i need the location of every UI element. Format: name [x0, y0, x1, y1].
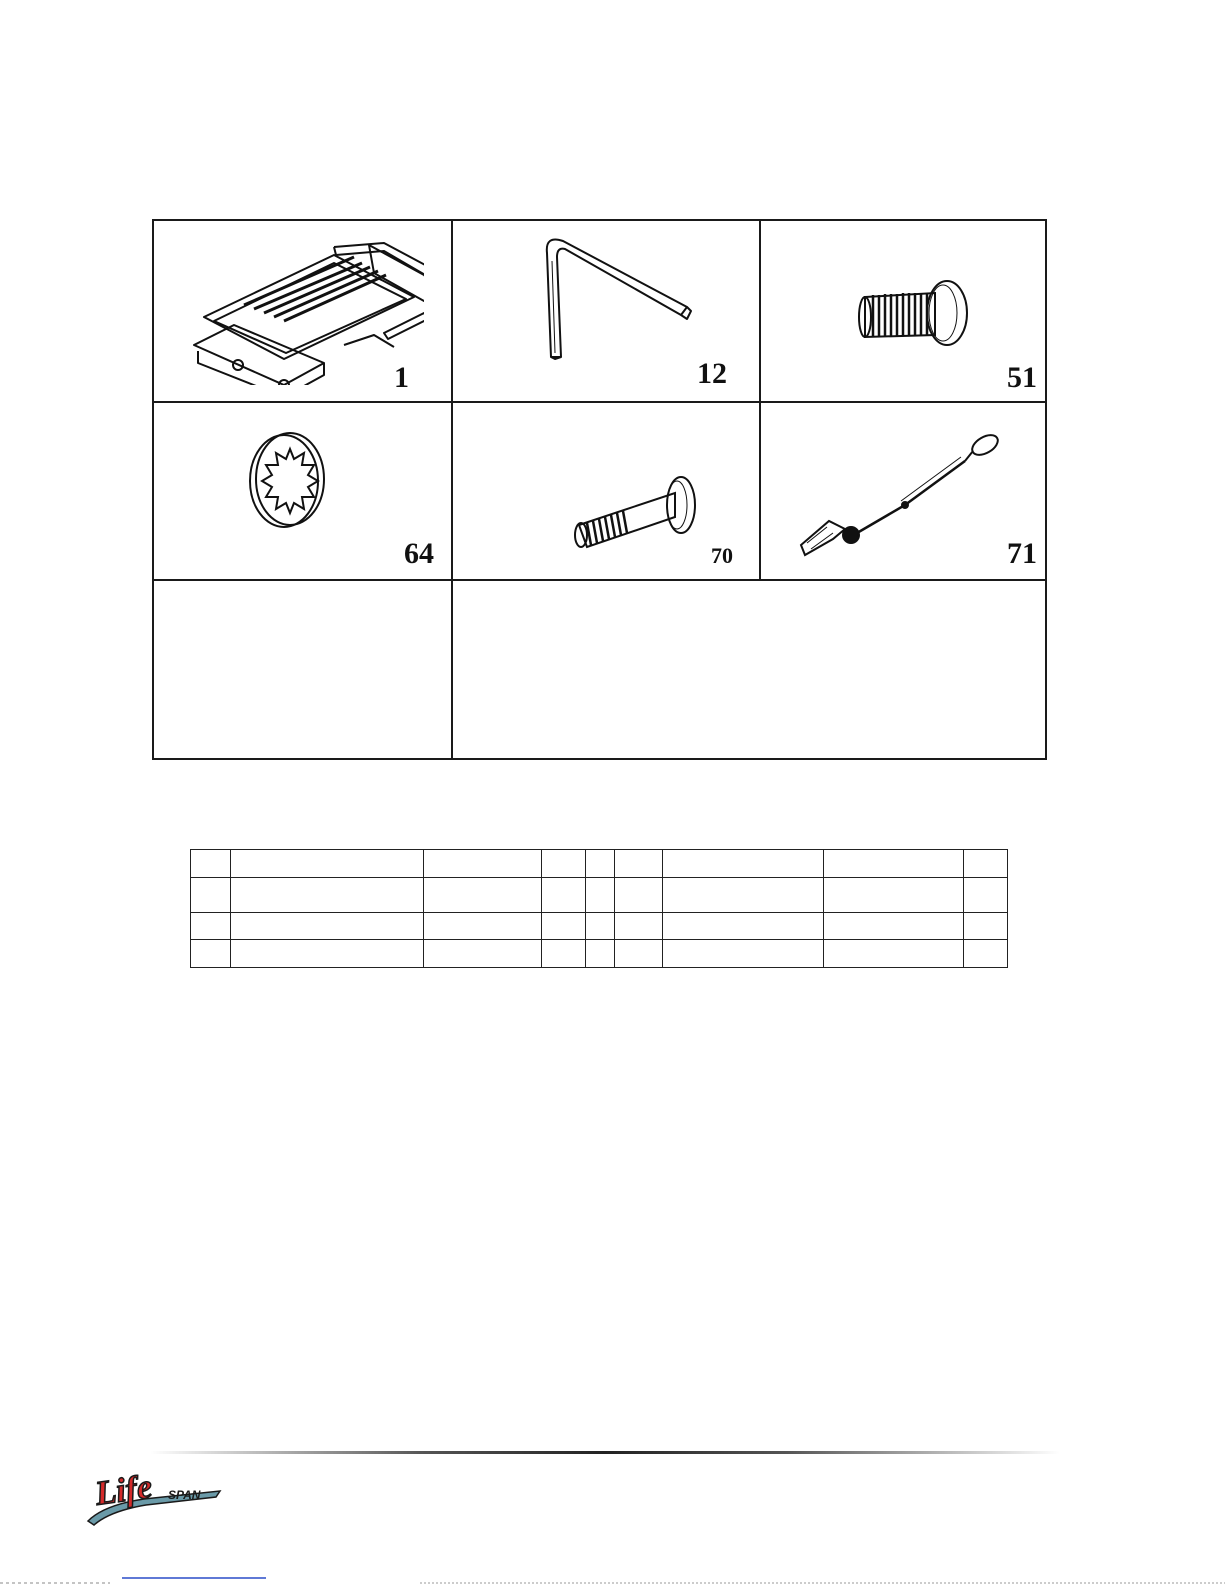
table-cell [191, 913, 231, 940]
table-cell [963, 940, 1007, 968]
table-cell [231, 850, 423, 878]
svg-text:SPAN: SPAN [168, 1488, 201, 1502]
part-cell-bolt-short [761, 221, 1045, 401]
table-row [191, 878, 1008, 913]
allen-wrench-icon [541, 235, 701, 385]
part-number-51: 51 [1007, 361, 1037, 394]
part-cell-allen-wrench [453, 221, 759, 401]
table-cell [823, 878, 963, 913]
parts-grid [152, 219, 1047, 760]
table-cell [585, 913, 614, 940]
table-cell [585, 940, 614, 968]
table-row [191, 940, 1008, 968]
table-cell [423, 878, 541, 913]
part-cell-star-washer [154, 403, 451, 579]
bolt-long-icon [571, 465, 701, 555]
table-cell [585, 878, 614, 913]
table-cell [615, 913, 663, 940]
table-cell [423, 940, 541, 968]
part-cell-bolt-long [453, 403, 759, 579]
part-cell-safety-key [761, 403, 1045, 579]
table-cell [191, 850, 231, 878]
part-number-71: 71 [1007, 537, 1037, 570]
table-cell [191, 878, 231, 913]
table-cell [823, 913, 963, 940]
table-cell [423, 850, 541, 878]
treadmill-icon [184, 235, 424, 385]
table-cell [663, 913, 823, 940]
hardware-table [190, 849, 1008, 968]
table-cell [663, 940, 823, 968]
part-number-1: 1 [394, 361, 409, 394]
table-cell [963, 850, 1007, 878]
table-cell [423, 913, 541, 940]
footer-divider [150, 1451, 1060, 1454]
table-cell [541, 913, 585, 940]
table-cell [231, 913, 423, 940]
part-number-70: 70 [711, 543, 733, 568]
table-cell [823, 850, 963, 878]
empty-cell-left [154, 581, 451, 758]
table-cell [231, 940, 423, 968]
part-number-64: 64 [404, 537, 434, 570]
table-cell [663, 850, 823, 878]
lifespan-logo [84, 1465, 224, 1527]
table-cell [541, 850, 585, 878]
table-row [191, 913, 1008, 940]
table-row [191, 850, 1008, 878]
part-cell-treadmill [154, 221, 451, 401]
table-cell [823, 940, 963, 968]
table-cell [541, 878, 585, 913]
table-cell [615, 940, 663, 968]
empty-cell-right [453, 581, 1045, 758]
table-cell [963, 913, 1007, 940]
bolt-short-icon [855, 269, 975, 359]
table-cell [585, 850, 614, 878]
table-cell [615, 850, 663, 878]
star-washer-icon [240, 425, 340, 535]
table-cell [615, 878, 663, 913]
part-number-12: 12 [697, 357, 727, 390]
safety-key-icon [785, 421, 1005, 571]
svg-text:Life: Life [93, 1468, 155, 1513]
table-cell [231, 878, 423, 913]
table-cell [963, 878, 1007, 913]
table-cell [191, 940, 231, 968]
bottom-edge-strip [0, 1576, 1225, 1585]
table-cell [663, 878, 823, 913]
table-cell [541, 940, 585, 968]
